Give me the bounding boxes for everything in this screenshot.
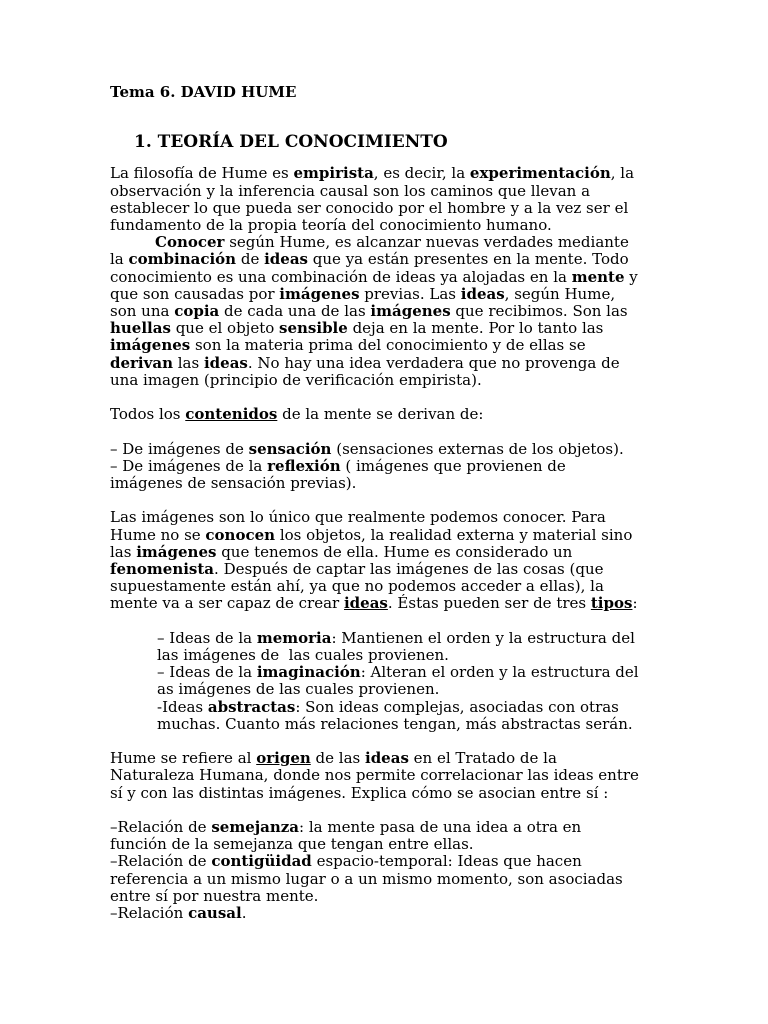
bold-term: fenomenista (110, 560, 215, 579)
text-line (110, 767, 655, 784)
bold-term: imágenes (136, 542, 217, 561)
bold-term: copia (174, 302, 220, 321)
bold-term: empirista (293, 164, 374, 183)
text-line (110, 303, 655, 320)
paragraph (110, 630, 655, 733)
text-run: , es decir, la (373, 164, 470, 183)
text-run: . Éstas pueden ser de tres (387, 594, 591, 613)
text-run: en el Tratado de la (408, 749, 557, 768)
text-run: supuestamente están ahí, ya que no podemos acceder a ellas), la (110, 577, 604, 596)
paragraph (110, 509, 655, 612)
text-run: deja en la mente. Por lo tanto las (347, 319, 604, 338)
spacer (110, 423, 655, 440)
bold-term: semejanza (211, 818, 300, 837)
bold-term: imágenes (110, 336, 191, 355)
paragraph (110, 441, 655, 493)
text-run: referencia a un mismo lugar o a un mismo momento, son asociadas (110, 869, 623, 888)
text-line (110, 251, 655, 268)
text-line (110, 458, 655, 475)
text-run: son la materia prima del conocimiento y de ellas se (190, 336, 586, 355)
text-run: observación y la inferencia causal son los caminos que llevan a (110, 181, 591, 200)
text-line (157, 630, 655, 647)
text-line (157, 699, 655, 716)
bold-term: imaginación (256, 663, 361, 682)
text-run: -Ideas (157, 697, 208, 716)
text-run: La filosofía de Hume es (110, 164, 294, 183)
text-run: . Después de captar las imágenes de las cosas (que (214, 560, 604, 579)
text-run: Las imágenes son lo único que realmente podemos conocer. Para (110, 508, 606, 527)
bold-term: ideas (203, 353, 248, 372)
text-line (110, 527, 655, 544)
text-line (110, 475, 655, 492)
text-run: una imagen (principio de verificación empirista). (110, 370, 482, 389)
spacer (110, 151, 655, 165)
text-run: son una (110, 302, 175, 321)
text-run: Todos los (110, 405, 186, 424)
text-run: entre sí por nuestra mente. (110, 886, 319, 905)
bold-term: experimentación (469, 164, 611, 183)
bold-term: ideas (460, 284, 505, 303)
text-line (110, 836, 655, 853)
text-run: de la mente se derivan de: (277, 405, 484, 424)
text-run: mente va a ser capaz de crear (110, 594, 344, 613)
text-line (110, 165, 655, 182)
text-run: espacio-temporal: Ideas que hacen (311, 852, 582, 871)
paragraph (110, 750, 655, 802)
text-line (110, 595, 655, 612)
text-line (157, 681, 655, 698)
text-run: – Ideas de la (157, 628, 257, 647)
text-run: establecer lo que pueda ser conocido por el hombre y a la vez ser el (110, 198, 629, 217)
text-line (157, 664, 655, 681)
text-run: de (236, 250, 265, 269)
spacer (110, 492, 655, 509)
text-run: conocimiento es una combinación de ideas ya alojadas en la (110, 267, 572, 286)
bold-term: ideas (264, 250, 309, 269)
text-run: – De imágenes de la (110, 456, 268, 475)
text-run: . No hay una idea verdadera que no provenga de (247, 353, 620, 372)
document-body (110, 165, 655, 922)
underlined-term: ideas (343, 594, 388, 613)
text-run: (sensaciones externas de los objetos). (331, 439, 624, 458)
text-line (110, 234, 655, 251)
text-line (110, 544, 655, 561)
text-run: sí y con las distintas imágenes. Explica cómo se asocian entre sí : (110, 783, 609, 802)
text-run: –Relación de (110, 852, 212, 871)
text-run: que recibimos. Son las (450, 302, 628, 321)
text-run: Hume se refiere al (110, 749, 257, 768)
text-line (110, 750, 655, 767)
bold-term: sensible (279, 319, 348, 338)
underlined-term: contenidos (185, 405, 278, 424)
spacer (110, 613, 655, 630)
spacer (110, 389, 655, 406)
document-title: Tema 6. DAVID HUME (110, 83, 297, 101)
text-run: imágenes de sensación previas). (110, 474, 357, 493)
text-line (110, 355, 655, 372)
bold-term: huellas (110, 319, 171, 338)
paragraph (110, 819, 655, 922)
text-run: : Mantienen el orden y la estructura del (331, 628, 635, 647)
text-line (110, 200, 655, 217)
text-line (110, 269, 655, 286)
spacer (110, 101, 655, 134)
text-run: Hume no se (110, 525, 206, 544)
text-line (110, 905, 655, 922)
bold-term: combinación (128, 250, 237, 269)
text-run: – De imágenes de (110, 439, 249, 458)
text-line (110, 853, 655, 870)
section-heading: 1. TEORÍA DEL CONOCIMIENTO (134, 132, 448, 153)
text-line (110, 785, 655, 802)
text-run: : (632, 594, 638, 613)
paragraph (110, 165, 655, 389)
text-line (157, 716, 655, 733)
text-line (110, 578, 655, 595)
text-run: que el objeto (170, 319, 280, 338)
bold-term: contigüidad (211, 852, 312, 871)
text-run: las (110, 542, 137, 561)
text-line (110, 320, 655, 337)
text-run: muchas. Cuanto más relaciones tengan, más abstractas serán. (157, 714, 633, 733)
text-run: as imágenes de las cuales provienen. (157, 680, 440, 699)
text-line (110, 183, 655, 200)
text-line (157, 647, 655, 664)
text-run: los objetos, la realidad externa y material sino (275, 525, 633, 544)
underlined-term: tipos (590, 594, 633, 613)
text-run: las (172, 353, 204, 372)
text-run: –Relación (110, 904, 189, 923)
text-run: función de la semejanza que tengan entre ellas. (110, 835, 474, 854)
text-run: de cada una de las (219, 302, 371, 321)
bold-term: causal (188, 904, 242, 923)
text-run: . (241, 904, 247, 923)
text-run: –Relación de (110, 818, 212, 837)
paragraph (110, 406, 655, 423)
text-line (110, 871, 655, 888)
bold-term: memoria (256, 628, 332, 647)
text-run: según Hume, es alcanzar nuevas verdades mediante (224, 233, 629, 252)
text-run: : la mente pasa de una idea a otra en (299, 818, 582, 837)
bold-term: derivan (110, 353, 173, 372)
bold-term: ideas (365, 749, 409, 768)
bold-term: conocen (205, 525, 276, 544)
text-run: y (624, 267, 638, 286)
text-run: Naturaleza Humana, donde nos permite correlacionar las ideas entre (110, 766, 639, 785)
text-line (110, 406, 655, 423)
text-run: , según Hume, (504, 284, 616, 303)
text-line (110, 372, 655, 389)
text-run: , la (610, 164, 635, 183)
text-run: : Son ideas complejas, asociadas con otras (295, 697, 619, 716)
text-line (110, 441, 655, 458)
bold-term: reflexión (267, 456, 341, 475)
text-run: las imágenes de las cuales provienen. (157, 646, 449, 665)
text-line (110, 217, 655, 234)
bold-term: sensación (248, 439, 332, 458)
bold-term: Conocer (155, 233, 225, 252)
text-run: que tenemos de ella. Hume es considerado un (216, 542, 573, 561)
text-run: que ya están presentes en la mente. Todo (308, 250, 629, 269)
bold-term: abstractas (207, 697, 296, 716)
spacer (110, 733, 655, 750)
underlined-term: origen (256, 749, 311, 768)
bold-term: imágenes (279, 284, 360, 303)
text-line (110, 337, 655, 354)
text-run: previas. Las (359, 284, 461, 303)
text-line (110, 286, 655, 303)
text-line (110, 819, 655, 836)
document-page (110, 84, 655, 922)
text-run: la (110, 250, 129, 269)
bold-term: mente (571, 267, 625, 286)
bold-term: imágenes (370, 302, 451, 321)
text-run: : Alteran el orden y la estructura del (360, 663, 639, 682)
text-run: ( imágenes que provienen de (340, 456, 566, 475)
text-line (110, 888, 655, 905)
text-run: que son causadas por (110, 284, 280, 303)
text-run: – Ideas de la (157, 663, 257, 682)
text-line (110, 509, 655, 526)
text-run: fundamento de la propia teoría del conocimiento humano. (110, 216, 552, 235)
spacer (110, 802, 655, 819)
text-run: de las (310, 749, 365, 768)
text-line (110, 561, 655, 578)
